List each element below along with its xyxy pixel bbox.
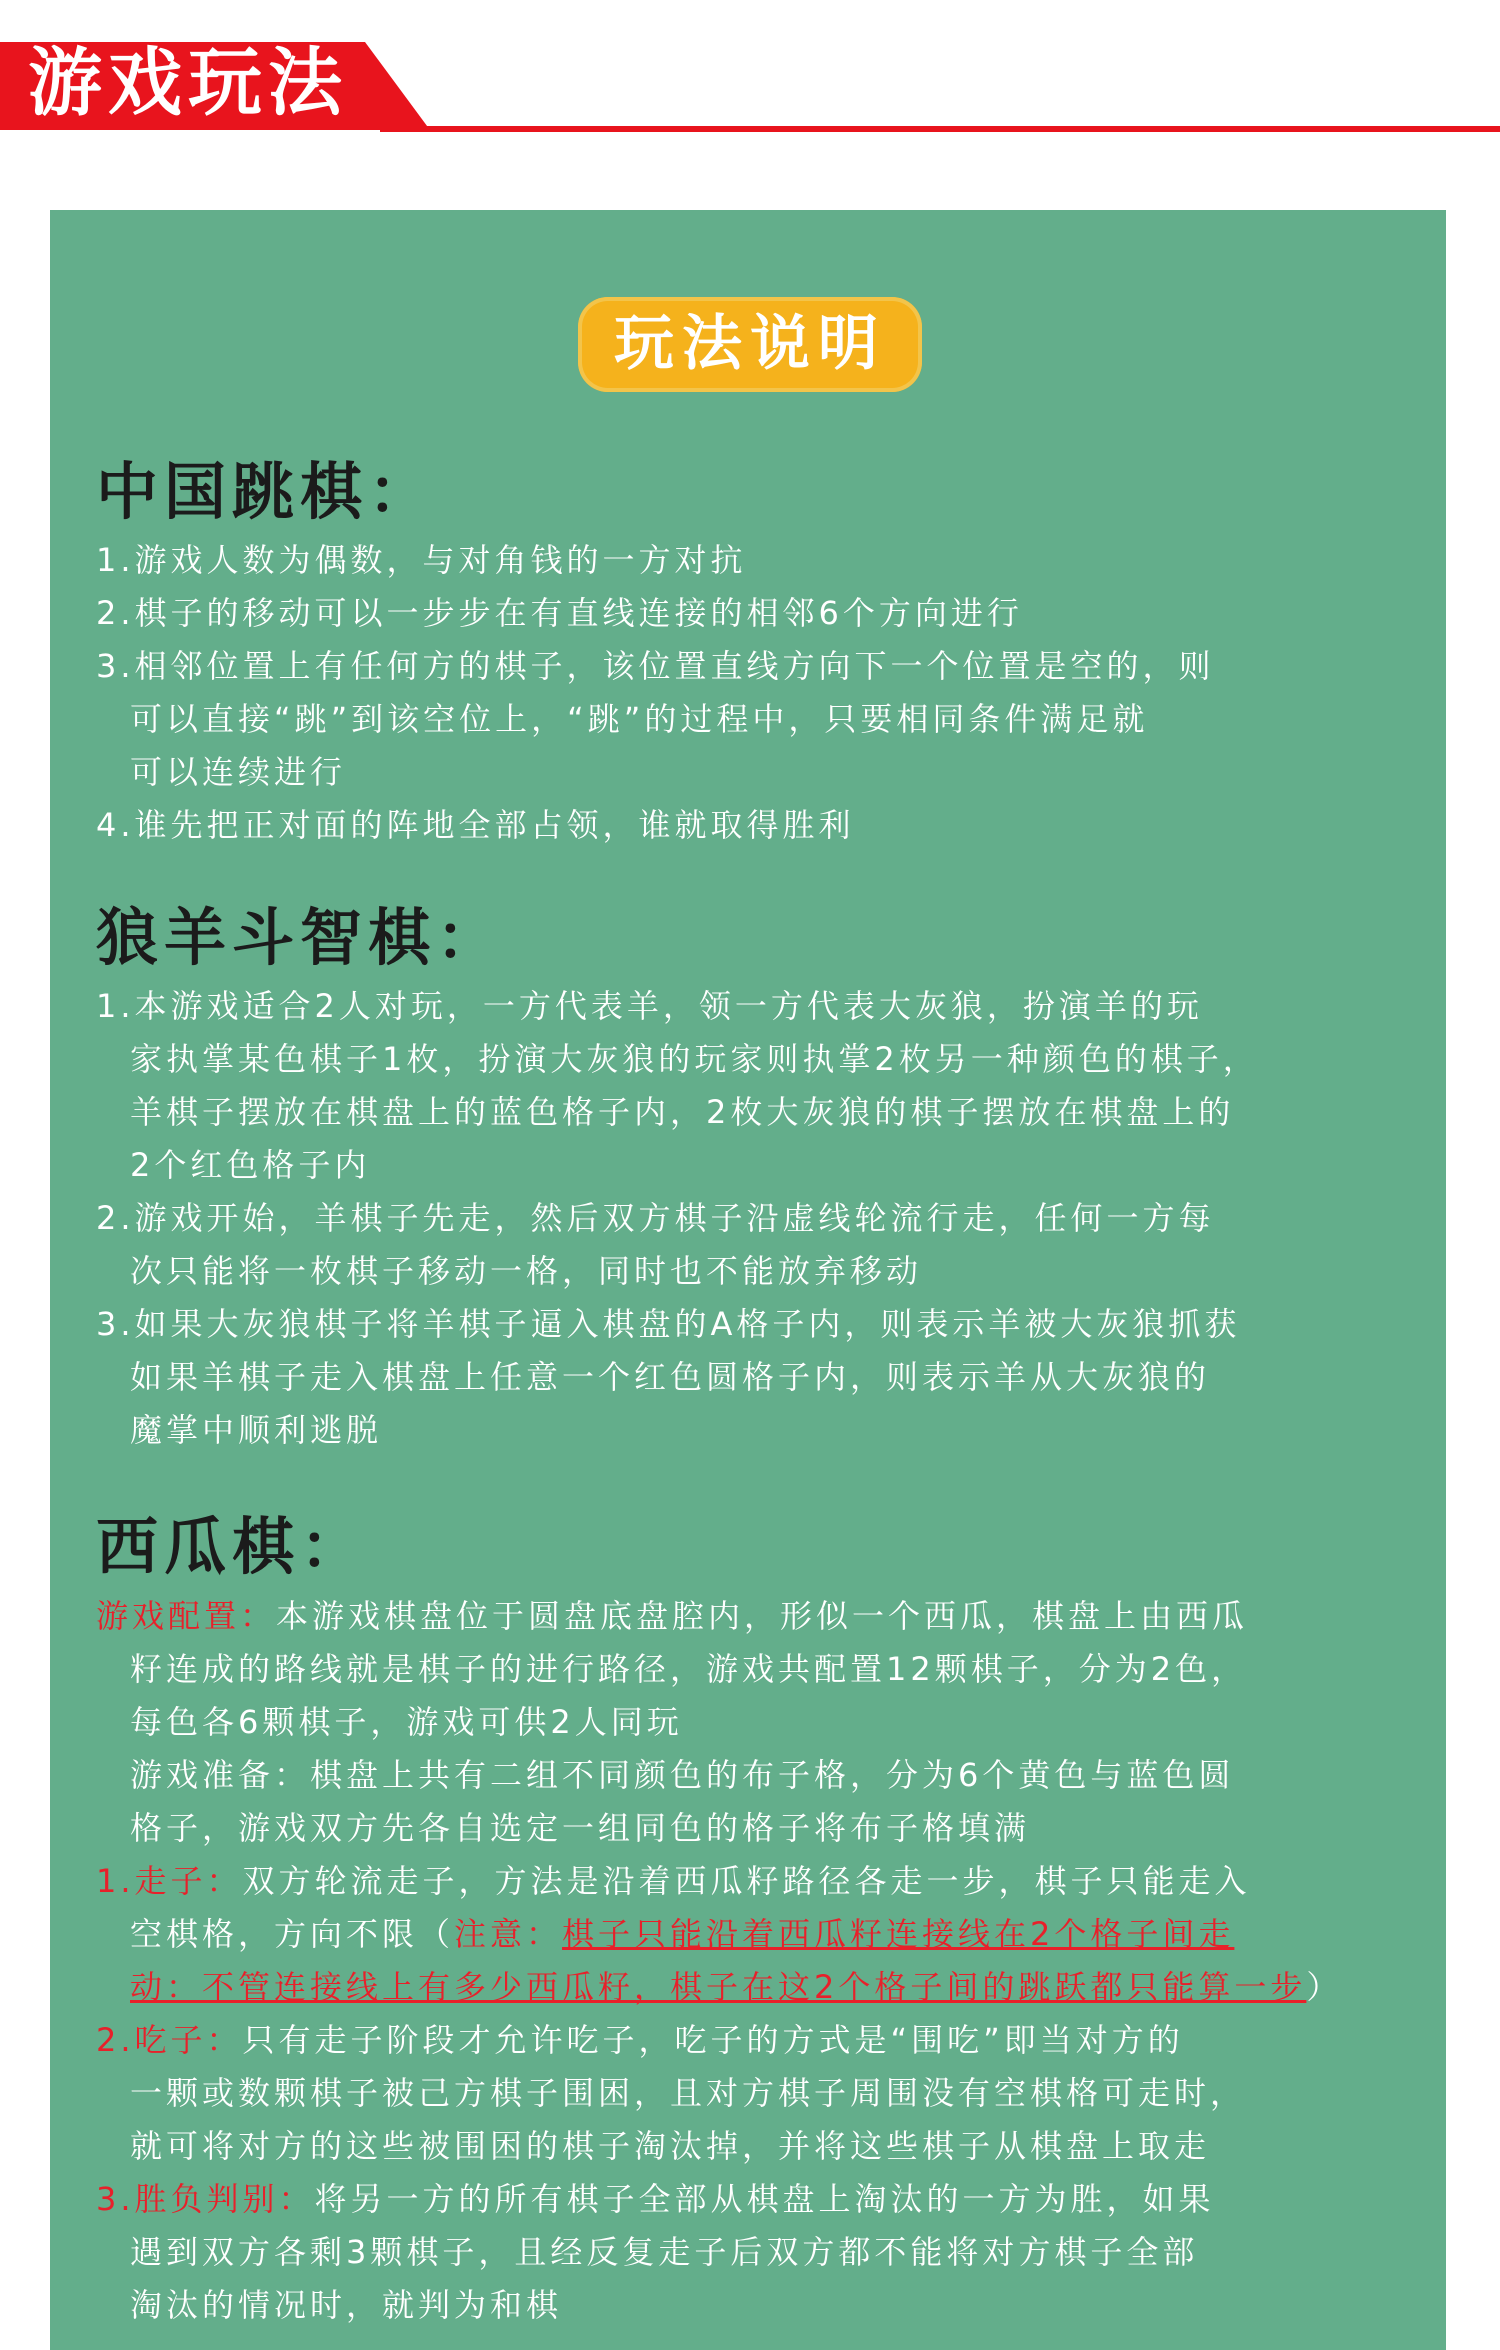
rule-line: 遇到双方各剩3颗棋子，且经反复走子后双方都不能将对方棋子全部	[130, 2233, 1199, 2271]
rule-line: 魔掌中顺利逃脱	[130, 1411, 383, 1449]
note-close: ）	[1306, 1968, 1343, 2006]
win-text: 将另一方的所有棋子全部从棋盘上淘汰的一方为胜，如果	[314, 2180, 1215, 2218]
win-label: 3.胜负判别：	[96, 2180, 315, 2218]
section-title-wolf-sheep: 狼羊斗智棋：	[96, 901, 505, 974]
rule-line: 可以直接“跳”到该空位上，“跳”的过程中，只要相同条件满足就	[130, 700, 1149, 738]
rule-line: 3.如果大灰狼棋子将羊棋子逼入棋盘的A格子内，则表示羊被大灰狼抓获	[96, 1305, 1241, 1343]
note-text-2: 动：不管连接线上有多少西瓜籽，棋子在这2个格子间的跳跃都只能算一步	[130, 1968, 1307, 2006]
rule-line: 2.棋子的移动可以一步步在有直线连接的相邻6个方向进行	[96, 594, 1023, 632]
rule-line: 家执掌某色棋子1枚，扮演大灰狼的玩家则执掌2枚另一种颜色的棋子，	[130, 1040, 1259, 1078]
rule-line: 如果羊棋子走入棋盘上任意一个红色圆格子内，则表示羊从大灰狼的	[130, 1358, 1211, 1396]
rule-line: 1.本游戏适合2人对玩，一方代表羊，领一方代表大灰狼，扮演羊的玩	[96, 987, 1203, 1025]
capture-text: 只有走子阶段才允许吃子，吃子的方式是“围吃”即当对方的	[242, 2021, 1184, 2059]
rule-line: 籽连成的路线就是棋子的进行路径，游戏共配置12颗棋子，分为2色，	[130, 1650, 1248, 1688]
rule-line: 淘汰的情况时，就判为和棋	[130, 2286, 563, 2324]
rule-line-win	[96, 2173, 1215, 2226]
rule-line: 就可将对方的这些被围困的棋子淘汰掉，并将这些棋子从棋盘上取走	[130, 2127, 1211, 2165]
note-label: 注意：	[454, 1915, 563, 1953]
page-title: 游戏玩法	[28, 40, 348, 126]
rule-line-config	[96, 1590, 1248, 1643]
rule-line: 2.游戏开始，羊棋子先走，然后双方棋子沿虚线轮流行走，任何一方每	[96, 1199, 1215, 1237]
rule-line: 3.相邻位置上有任何方的棋子，该位置直线方向下一个位置是空的，则	[96, 647, 1215, 685]
rule-line: 可以连续进行	[130, 753, 347, 791]
move-text-2: 空棋格，方向不限（	[130, 1915, 455, 1953]
rule-line-move	[96, 1855, 1251, 1908]
rule-line: 每色各6颗棋子，游戏可供2人同玩	[130, 1703, 683, 1741]
header-banner	[0, 0, 1500, 140]
config-label: 游戏配置：	[96, 1597, 277, 1635]
rule-line: 4.谁先把正对面的阵地全部占领，谁就取得胜利	[96, 806, 855, 844]
section-title-watermelon: 西瓜棋：	[96, 1510, 369, 1583]
rules-badge: 玩法说明	[578, 297, 922, 392]
rule-line: 次只能将一枚棋子移动一格，同时也不能放弃移动	[130, 1252, 923, 1290]
config-text: 本游戏棋盘位于圆盘底盘腔内，形似一个西瓜，棋盘上由西瓜	[276, 1597, 1249, 1635]
note-text-1: 棋子只能沿着西瓜籽连接线在2个格子间走	[562, 1915, 1235, 1953]
rule-line-capture	[96, 2014, 1184, 2067]
rule-line: 游戏准备：棋盘上共有二组不同颜色的布子格，分为6个黄色与蓝色圆	[130, 1756, 1235, 1794]
rule-line: 2个红色格子内	[130, 1146, 371, 1184]
rule-line-move-note-2	[130, 1961, 1342, 2014]
rule-line: 1.游戏人数为偶数，与对角钱的一方对抗	[96, 541, 747, 579]
rule-line: 一颗或数颗棋子被己方棋子围困，且对方棋子周围没有空棋格可走时，	[130, 2074, 1247, 2112]
move-label: 1.走子：	[96, 1862, 243, 1900]
rule-line-move-note	[130, 1908, 1234, 1961]
capture-label: 2.吃子：	[96, 2021, 243, 2059]
rule-line: 羊棋子摆放在棋盘上的蓝色格子内，2枚大灰狼的棋子摆放在棋盘上的	[130, 1093, 1235, 1131]
section-title-chinese-checkers: 中国跳棋：	[96, 455, 437, 528]
move-text: 双方轮流走子，方法是沿着西瓜籽路径各走一步，棋子只能走入	[242, 1862, 1251, 1900]
rule-line: 格子，游戏双方先各自选定一组同色的格子将布子格填满	[130, 1809, 1031, 1847]
